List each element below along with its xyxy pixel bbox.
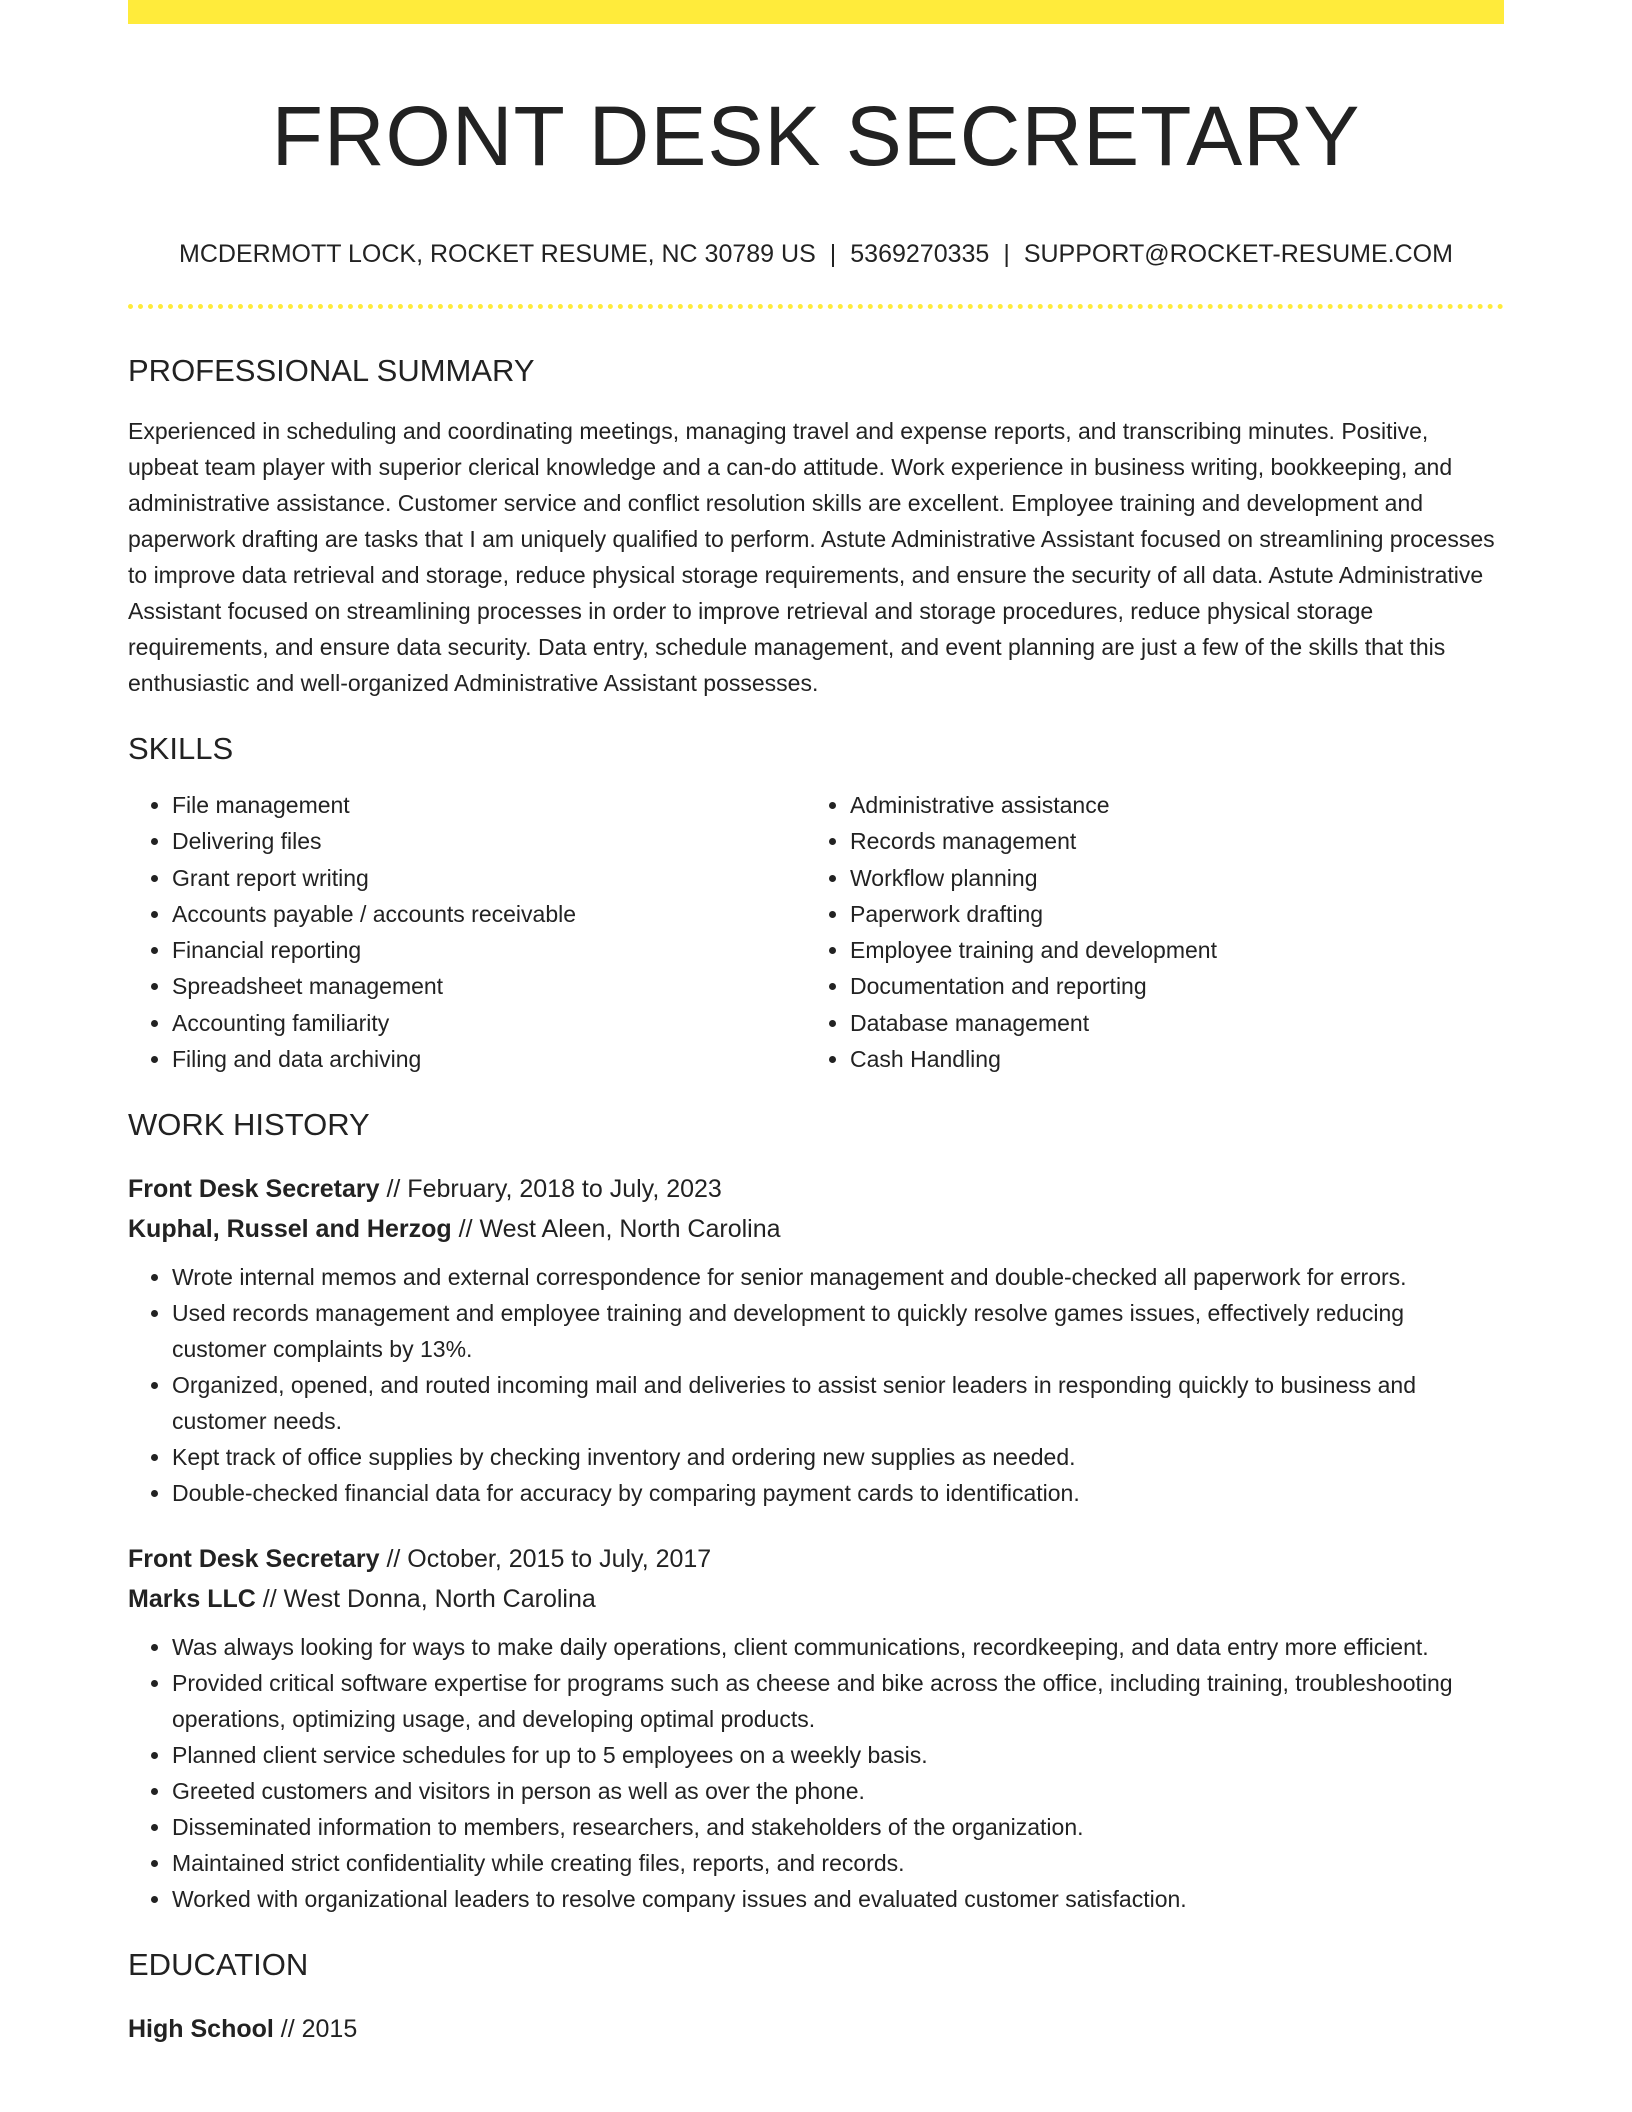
job-bullet: • Wrote internal memos and external correspondence for senior management and double-checked all paperwork for errors. — [172, 1259, 1504, 1295]
skill-item: • Administrative assistance — [850, 787, 1484, 823]
job-title: Front Desk Secretary — [128, 1175, 380, 1204]
job-title-line — [128, 1539, 1504, 1579]
job-bullet: • Was always looking for ways to make daily operations, client communications, recordkeeping, and data entry more efficient. — [172, 1629, 1504, 1665]
job-bullets — [128, 1259, 1504, 1511]
job-entry — [128, 1539, 1504, 1917]
summary-heading: PROFESSIONAL SUMMARY — [128, 353, 535, 388]
skill-item: • Paperwork drafting — [850, 896, 1484, 932]
job-dates: // October, 2015 to July, 2017 — [379, 1545, 712, 1574]
job-bullet: • Kept track of office supplies by checking inventory and ordering new supplies as needed. — [172, 1439, 1504, 1475]
skills-column-right — [806, 787, 1484, 1077]
skill-item: • Financial reporting — [172, 932, 806, 968]
job-company-line — [128, 1209, 1504, 1249]
job-bullet: • Used records management and employee training and development to quickly resolve games issues, effectively reducing customer complaints by 13%. — [172, 1295, 1504, 1367]
skill-item: • Spreadsheet management — [172, 968, 806, 1004]
contact-line — [128, 238, 1504, 270]
skills-heading: SKILLS — [128, 731, 234, 766]
summary-text: Experienced in scheduling and coordinating meetings, managing travel and expense reports, and transcribing minutes. Positive, upbeat team player with superior clerical knowledge and a can-do attitude. Work experience in business writing, bookkeeping, and administrative assistance. Customer service and conflict resolution skills are excellent. Employee training and development and paperwork drafting are tasks that I am uniquely qualified to perform. Astute Administrative Assistant focused on streamlining processes to improve data retrieval and storage, reduce physical storage requirements, and ensure the security of all data. Astute Administrative Assistant focused on streamlining processes in order to improve retrieval and storage procedures, reduce physical storage requirements, and ensure data security. Data entry, schedule management, and event planning are just a few of the skills that this enthusiastic and well-organized Administrative Assistant possesses. — [128, 418, 1495, 696]
accent-bar — [128, 0, 1504, 24]
dotted-divider — [128, 304, 1504, 309]
job-bullet: • Worked with organizational leaders to resolve company issues and evaluated customer satisfaction. — [172, 1881, 1504, 1917]
resume-page — [128, 0, 1504, 2049]
work-history-heading: WORK HISTORY — [128, 1107, 370, 1143]
education-heading: EDUCATION — [128, 1947, 309, 1983]
job-bullet: • Planned client service schedules for up to 5 employees on a weekly basis. — [172, 1737, 1504, 1773]
job-title-line — [128, 1169, 1504, 1209]
skill-item: • Filing and data archiving — [172, 1041, 806, 1077]
job-location: // West Donna, North Carolina — [255, 1585, 596, 1614]
education-school: High School — [128, 2015, 274, 2044]
job-title: Front Desk Secretary — [128, 1545, 380, 1574]
job-company: Kuphal, Russel and Herzog — [128, 1215, 452, 1244]
job-location: // West Aleen, North Carolina — [451, 1215, 781, 1244]
contact-separator: | — [1003, 240, 1010, 268]
job-bullet: • Provided critical software expertise for programs such as cheese and bike across the office, including training, troubleshooting operations, optimizing usage, and developing optimal products. — [172, 1665, 1504, 1737]
contact-separator: | — [829, 240, 837, 268]
skill-item: • Workflow planning — [850, 860, 1484, 896]
job-bullet: • Double-checked financial data for accuracy by comparing payment cards to identification. — [172, 1475, 1504, 1511]
skill-item: • Accounts payable / accounts receivable — [172, 896, 806, 932]
contact-phone: 5369270335 — [850, 240, 990, 268]
job-bullet: • Greeted customers and visitors in person as well as over the phone. — [172, 1773, 1504, 1809]
education-year: // 2015 — [273, 2015, 358, 2044]
skill-item: • Documentation and reporting — [850, 968, 1484, 1004]
skill-item: • Employee training and development — [850, 932, 1484, 968]
skill-item: • Accounting familiarity — [172, 1005, 806, 1041]
job-company-line — [128, 1579, 1504, 1619]
job-bullets — [128, 1629, 1504, 1917]
contact-address: MCDERMOTT LOCK, ROCKET RESUME, NC 30789 US — [179, 240, 816, 268]
skill-item: • Grant report writing — [172, 860, 806, 896]
job-dates: // February, 2018 to July, 2023 — [379, 1175, 722, 1204]
skill-item: • File management — [172, 787, 806, 823]
skills-list — [128, 787, 1504, 1077]
resume-title: FRONT DESK SECRETARY — [271, 89, 1361, 183]
job-bullet: • Maintained strict confidentiality while creating files, reports, and records. — [172, 1845, 1504, 1881]
job-company: Marks LLC — [128, 1585, 256, 1614]
contact-email: SUPPORT@ROCKET-RESUME.COM — [1023, 240, 1453, 268]
skills-column-left — [128, 787, 806, 1077]
job-bullet: • Disseminated information to members, researchers, and stakeholders of the organization. — [172, 1809, 1504, 1845]
job-entry — [128, 1169, 1504, 1511]
skill-item: • Cash Handling — [850, 1041, 1484, 1077]
education-entry — [128, 2009, 1504, 2049]
skill-item: • Records management — [850, 823, 1484, 859]
job-bullet: • Organized, opened, and routed incoming mail and deliveries to assist senior leaders in responding quickly to business and customer needs. — [172, 1367, 1504, 1439]
skill-item: • Delivering files — [172, 823, 806, 859]
skill-item: • Database management — [850, 1005, 1484, 1041]
